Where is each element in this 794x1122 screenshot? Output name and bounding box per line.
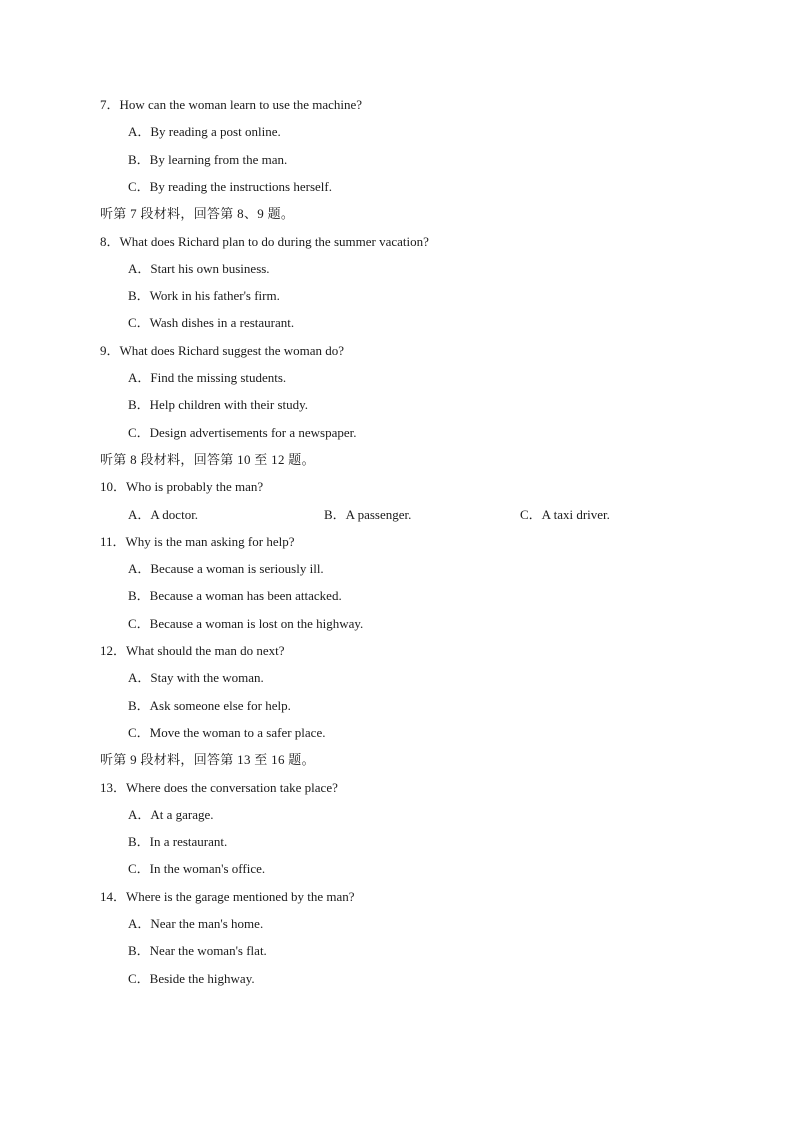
option-text: A．Because a woman is seriously ill. (128, 561, 324, 577)
question-text: 12．What should the man do next? (100, 643, 285, 658)
option-text: A．Start his own business. (128, 260, 270, 276)
option-text: B．In a restaurant. (128, 834, 228, 850)
section-instruction: 听第 9 段材料，回答第 13 至 16 题。 (100, 752, 315, 768)
option-text: C．Move the woman to a safer place. (128, 724, 326, 740)
question-text: 9．What does Richard suggest the woman do? (100, 342, 345, 358)
question-text: 14．Where is the garage mentioned by the man? (100, 888, 355, 904)
option-text: B．Near the woman's flat. (128, 943, 267, 959)
option-text: C．Beside the highway. (128, 970, 255, 986)
option-text: A．Find the missing students. (128, 370, 287, 385)
option-text: B．A passenger. (324, 506, 412, 522)
option-text: A．At a garage. (128, 806, 214, 822)
section-instruction: 听第 7 段材料，回答第 8、9 题。 (100, 206, 295, 222)
question-text: 13．Where does the conversation take place? (100, 779, 338, 795)
option-text: B．By learning from the man. (128, 151, 288, 167)
question-text: 11．Why is the man asking for help? (100, 533, 295, 549)
option-text: C．Wash dishes in a restaurant. (128, 315, 295, 331)
option-text: B．Ask someone else for help. (128, 697, 291, 713)
option-text: C．In the woman's office. (128, 861, 266, 877)
option-text: B．Work in his father's firm. (128, 288, 280, 304)
option-text: A．A doctor. (128, 506, 199, 522)
question-text: 7．How can the woman learn to use the machine? (100, 97, 363, 112)
option-text: B．Because a woman has been attacked. (128, 588, 342, 604)
option-text: C．By reading the instructions herself. (128, 178, 332, 194)
question-text: 8．What does Richard plan to do during the summer vacation? (100, 233, 429, 249)
option-text: C．Design advertisements for a newspaper. (128, 424, 357, 440)
option-text: A．Near the man's home. (128, 916, 264, 931)
option-text: A．By reading a post online. (128, 124, 281, 140)
option-text: C．A taxi driver. (520, 506, 610, 522)
option-text: B．Help children with their study. (128, 397, 309, 413)
option-text: C．Because a woman is lost on the highway. (128, 615, 364, 631)
question-text: 10．Who is probably the man? (100, 479, 264, 495)
section-instruction: 听第 8 段材料，回答第 10 至 12 题。 (100, 451, 315, 467)
option-text: A．Stay with the woman. (128, 670, 264, 686)
